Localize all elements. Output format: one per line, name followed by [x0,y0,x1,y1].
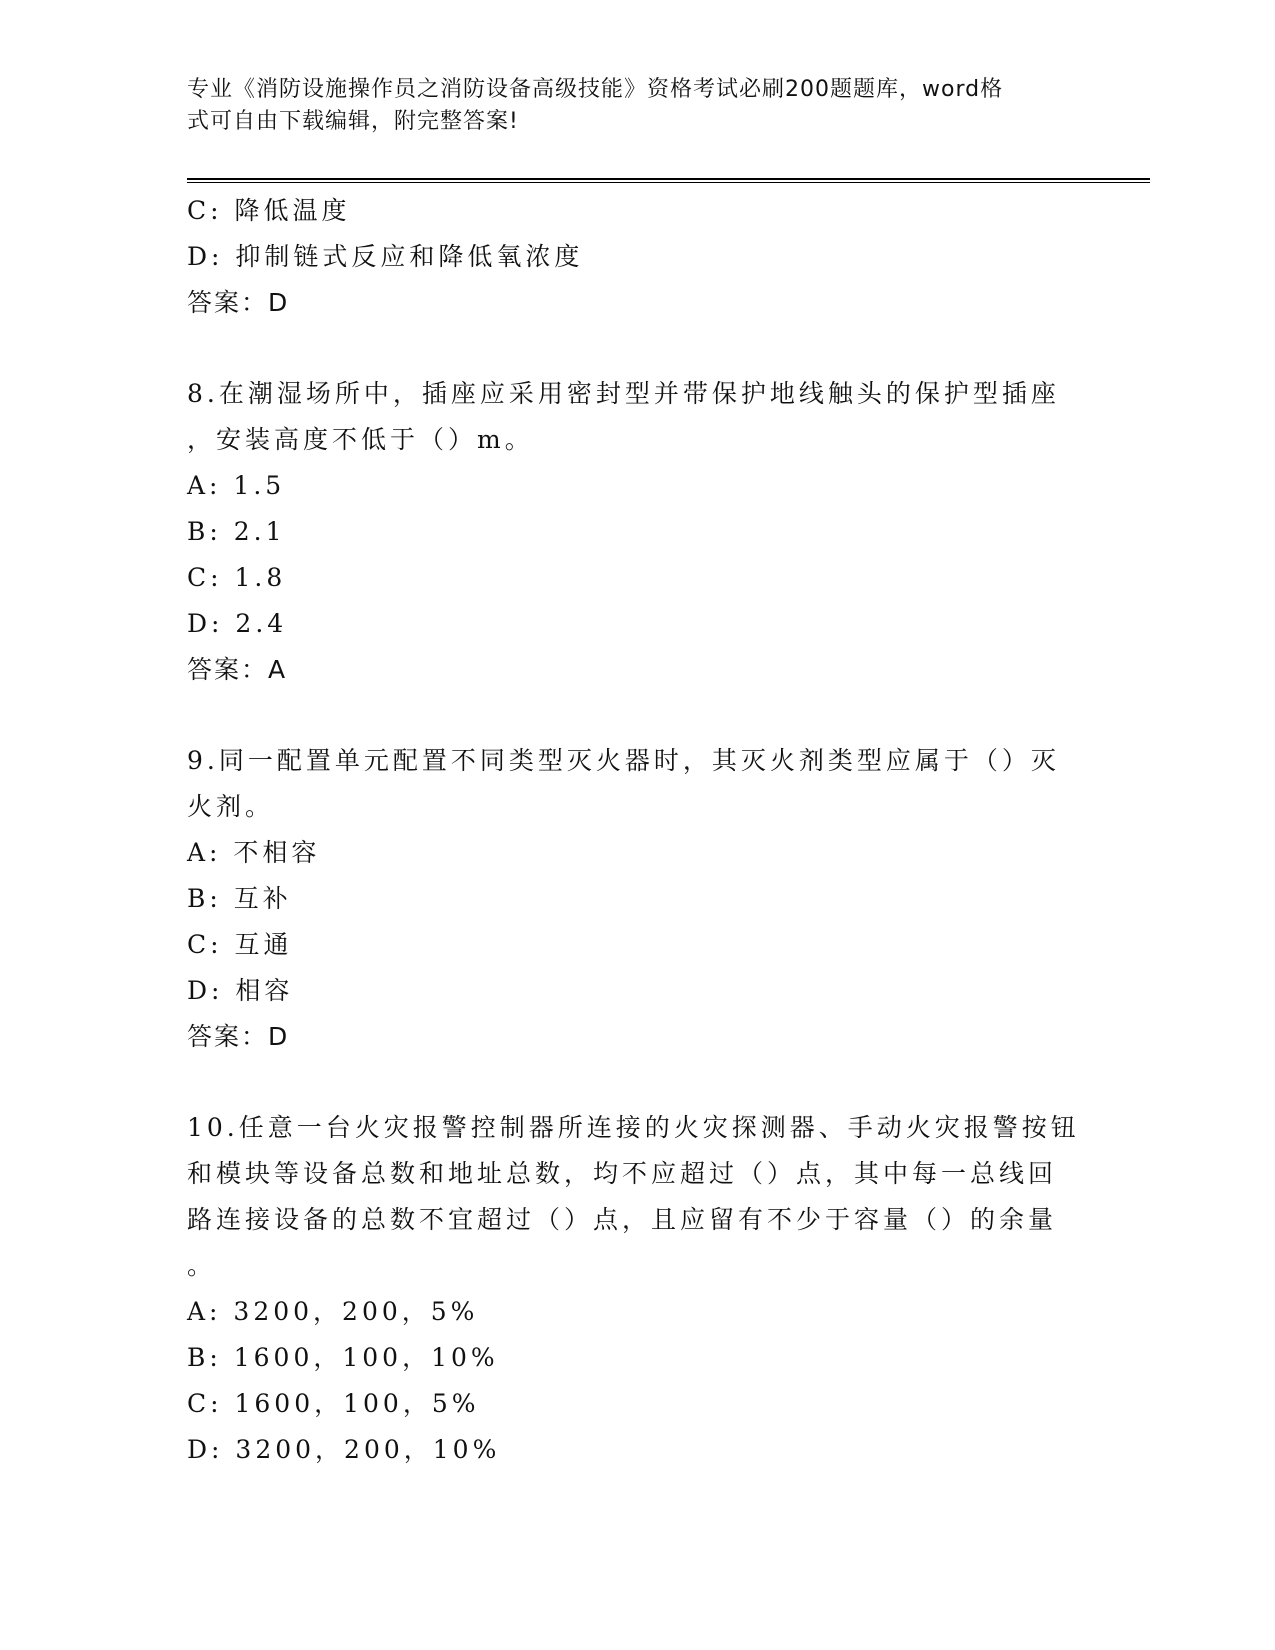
spacer [187,1060,1087,1105]
question-10-block [187,1105,1087,1473]
spacer [187,326,1087,371]
question-8-block [187,371,1087,693]
q8-stem-line-1: 8.在潮湿场所中，插座应采用密封型并带保护地线触头的保护型插座 [187,379,1060,408]
spacer [187,693,1087,738]
q8-answer: 答案：A [187,655,288,684]
q7-answer: 答案：D [187,288,290,317]
q9-option-a: A: 不相容 [187,838,321,867]
q8-option-b: B: 2.1 [187,517,286,546]
header-divider-thick [187,178,1150,180]
document-header [187,74,1067,138]
header-divider-thin [187,182,1150,183]
q8-option-c: C: 1.8 [187,563,287,592]
q9-option-b: B: 互补 [187,884,292,913]
q10-option-c: C: 1600，100，5% [187,1389,480,1418]
q8-stem-line-2: ，安装高度不低于（）m。 [187,425,534,454]
q9-answer: 答案：D [187,1022,290,1051]
q9-option-d: D: 相容 [187,976,294,1005]
q9-option-c: C: 互通 [187,930,293,959]
q10-option-d: D: 3200，200，10% [187,1435,501,1464]
q10-stem-line-2: 和模块等设备总数和地址总数，均不应超过（）点，其中每一总线回 [187,1159,1058,1188]
question-7-block [187,188,1087,326]
q8-option-d: D: 2.4 [187,609,288,638]
question-9-block [187,738,1087,1060]
q8-option-a: A: 1.5 [187,471,286,500]
q10-option-b: B: 1600，100，10% [187,1343,499,1372]
q10-option-a: A: 3200，200，5% [187,1297,479,1326]
question-list [187,188,1087,1473]
q7-option-d: D: 抑制链式反应和降低氧浓度 [187,242,584,271]
q9-stem-line-2: 火剂。 [187,792,275,821]
q9-stem-line-1: 9.同一配置单元配置不同类型灭火器时，其灭火剂类型应属于（）灭 [187,746,1060,775]
header-line-2: 式可自由下载编辑，附完整答案! [187,109,519,134]
q10-stem-line-1: 10.任意一台火灾报警控制器所连接的火灾探测器、手动火灾报警按钮 [187,1113,1080,1142]
q10-stem-line-4: 。 [187,1251,217,1280]
header-line-1: 专业《消防设施操作员之消防设备高级技能》资格考试必刷200题题库，word格 [187,77,1004,102]
q7-option-c: C: 降低温度 [187,196,351,225]
q10-stem-line-3: 路连接设备的总数不宜超过（）点，且应留有不少于容量（）的余量 [187,1205,1058,1234]
